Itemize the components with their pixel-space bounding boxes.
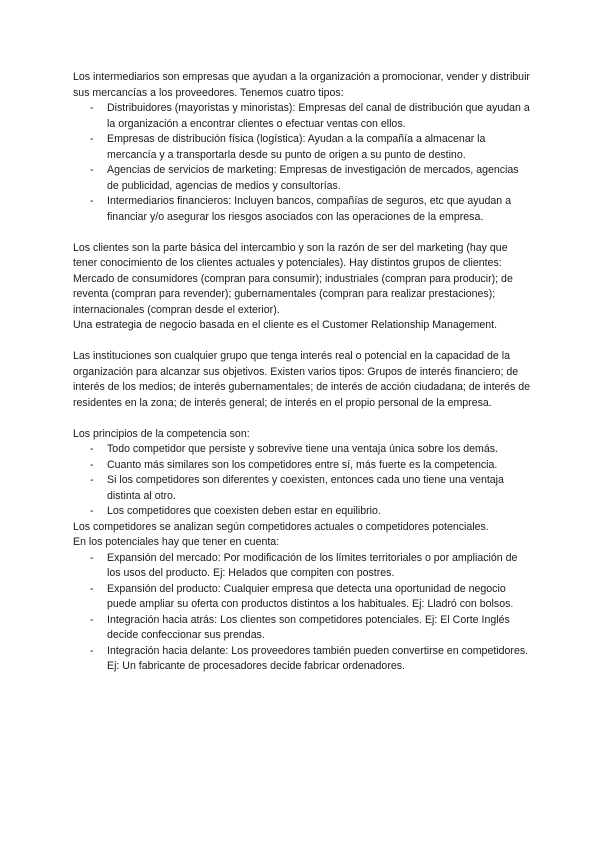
list-item: - Integración hacia atrás: Los clientes son competidores potenciales. Ej: El Corte Inglés decide confeccionar sus prendas. bbox=[107, 613, 533, 644]
list-item: - Los competidores que coexisten deben estar en equilibrio. bbox=[107, 504, 533, 520]
clientes-paragraph: Los clientes son la parte básica del intercambio y son la razón de ser del marketing (hay que tener conocimiento de los clientes actuales y potenciales). Hay distintos grupos de clientes: Mercado de consumidores (compran para consumir); industriales (compran para producir); de reventa (compran para revender); gubernamentales (compran para realizar prestaciones); internacionales (compran desde el exterior). bbox=[73, 241, 513, 316]
intermediarios-list bbox=[73, 101, 533, 225]
list-item: - Empresas de distribución física (logística): Ayudan a la compañía a almacenar la mercancía y a transportarla desde su punto de origen a su punto de destino. bbox=[107, 132, 533, 163]
list-item: - Cuanto más similares son los competidores entre sí, más fuerte es la competencia. bbox=[107, 458, 533, 474]
potenciales-intro: En los potenciales hay que tener en cuenta: bbox=[73, 536, 280, 548]
list-item: - Integración hacia delante: Los proveedores también pueden convertirse en competidores. Ej: Un fabricante de procesadores decide fabricar ordenadores. bbox=[107, 644, 533, 675]
spacer bbox=[73, 411, 533, 427]
intermediarios-intro: Los intermediarios son empresas que ayudan a la organización a promocionar, vender y distribuir sus mercancías a los proveedores. Tenemos cuatro tipos: bbox=[73, 71, 530, 99]
competencia-intro: Los principios de la competencia son: bbox=[73, 427, 250, 440]
list-item: - Distribuidores (mayoristas y minoristas): Empresas del canal de distribución que ayudan a la organización a encontrar clientes o efectuar ventas con ellos. bbox=[107, 101, 533, 132]
list-item: - Todo competidor que persiste y sobrevive tiene una ventaja única sobre los demás. bbox=[107, 442, 533, 458]
potenciales-list bbox=[73, 551, 533, 675]
document-page bbox=[73, 70, 533, 675]
instituciones-paragraph: Las instituciones son cualquier grupo que tenga interés real o potencial en la capacidad de la organización para alcanzar sus objetivos. Existen varios tipos: Grupos de interés financiero; de interés de los medios; de interés gubernamentales; de interés de acción ciudadana; de interés de residentes en la zona; de interés general; de interés en el propio personal de la empresa. bbox=[73, 350, 530, 409]
list-item: - Expansión del producto: Cualquier empresa que detecta una oportunidad de negocio puede ampliar su oferta con productos distintos a los habituales. Ej: Lladró con bolsos. bbox=[107, 582, 533, 613]
crm-paragraph: Una estrategia de negocio basada en el cliente es el Customer Relationship Management. bbox=[73, 319, 498, 331]
spacer bbox=[73, 334, 533, 350]
list-item: - Intermediarios financieros: Incluyen bancos, compañías de seguros, etc que ayudan a financiar y/o asegurar los riesgos asociados con las operaciones de la empresa. bbox=[107, 194, 533, 225]
list-item: - Expansión del mercado: Por modificación de los límites territoriales o por ampliación de los usos del producto. Ej: Helados que compiten con postres. bbox=[107, 551, 533, 582]
competidores-analisis: Los competidores se analizan según competidores actuales o competidores potenciales. bbox=[73, 520, 489, 533]
list-item: - Agencias de servicios de marketing: Empresas de investigación de mercados, agencias de publicidad, agencias de medios y consultorías. bbox=[107, 163, 533, 194]
list-item: - Si los competidores son diferentes y coexisten, entonces cada uno tiene una ventaja distinta al otro. bbox=[107, 473, 533, 504]
competencia-list bbox=[73, 442, 533, 520]
spacer bbox=[73, 225, 533, 241]
